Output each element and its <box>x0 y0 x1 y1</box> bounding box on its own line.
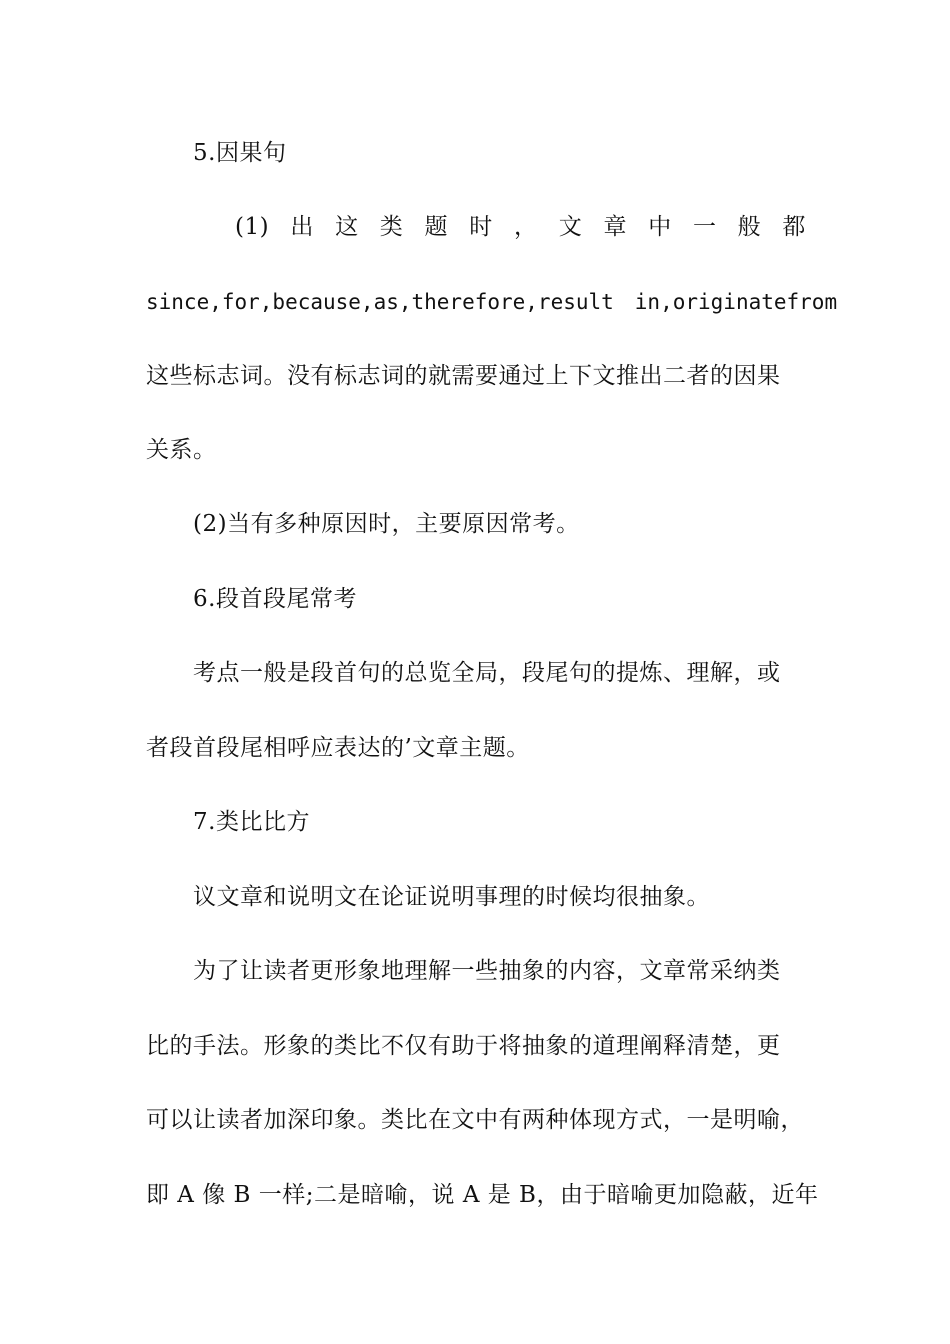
paragraph-line: 考点一般是段首句的总览全局，段尾句的提炼、理解，或 <box>193 660 781 686</box>
spread-token: 都 <box>782 214 806 240</box>
spread-token: 题 <box>424 214 449 240</box>
paragraph-line: 关系。 <box>146 437 217 463</box>
paragraph-line: 即 A 像 B 一样;二是暗喻，说 A 是 B，由于暗喻更加隐蔽，近年 <box>146 1182 819 1208</box>
spread-token: 般 <box>737 214 762 240</box>
spread-token: ， <box>514 214 538 240</box>
spread-token: 这 <box>335 214 359 240</box>
spread-token: 时 <box>469 214 493 240</box>
paragraph-line: 者段首段尾相呼应表达的’文章主题。 <box>146 735 530 761</box>
spread-token: 一 <box>692 214 717 240</box>
section-heading-paragraph-ends: 6.段首段尾常考 <box>193 586 357 612</box>
paragraph-line-spread <box>235 212 806 242</box>
paragraph-line: 比的手法。形象的类比不仅有助于将抽象的道理阐释清楚，更 <box>146 1033 781 1059</box>
paragraph-line: 议文章和说明文在论证说明事理的时候均很抽象。 <box>193 884 710 910</box>
section-heading-analogy: 7.类比比方 <box>193 809 310 835</box>
paragraph-line-keywords: since,for,because,as,therefore,result in,originatefrom <box>146 290 838 314</box>
spread-token: 章 <box>603 214 627 240</box>
spread-token: 出 <box>290 214 314 240</box>
paragraph-line: 这些标志词。没有标志词的就需要通过上下文推出二者的因果 <box>146 363 781 389</box>
spread-token: 文 <box>558 214 583 240</box>
spread-token: (1) <box>235 214 270 240</box>
paragraph-line: 为了让读者更形象地理解一些抽象的内容，文章常采纳类 <box>193 958 781 984</box>
paragraph-line: (2)当有多种原因时，主要原因常考。 <box>193 511 580 537</box>
spread-token: 中 <box>648 214 672 240</box>
paragraph-line: 可以让读者加深印象。类比在文中有两种体现方式，一是明喻， <box>146 1107 804 1133</box>
section-heading-cause-effect: 5.因果句 <box>193 140 287 166</box>
spread-token: 类 <box>379 214 404 240</box>
